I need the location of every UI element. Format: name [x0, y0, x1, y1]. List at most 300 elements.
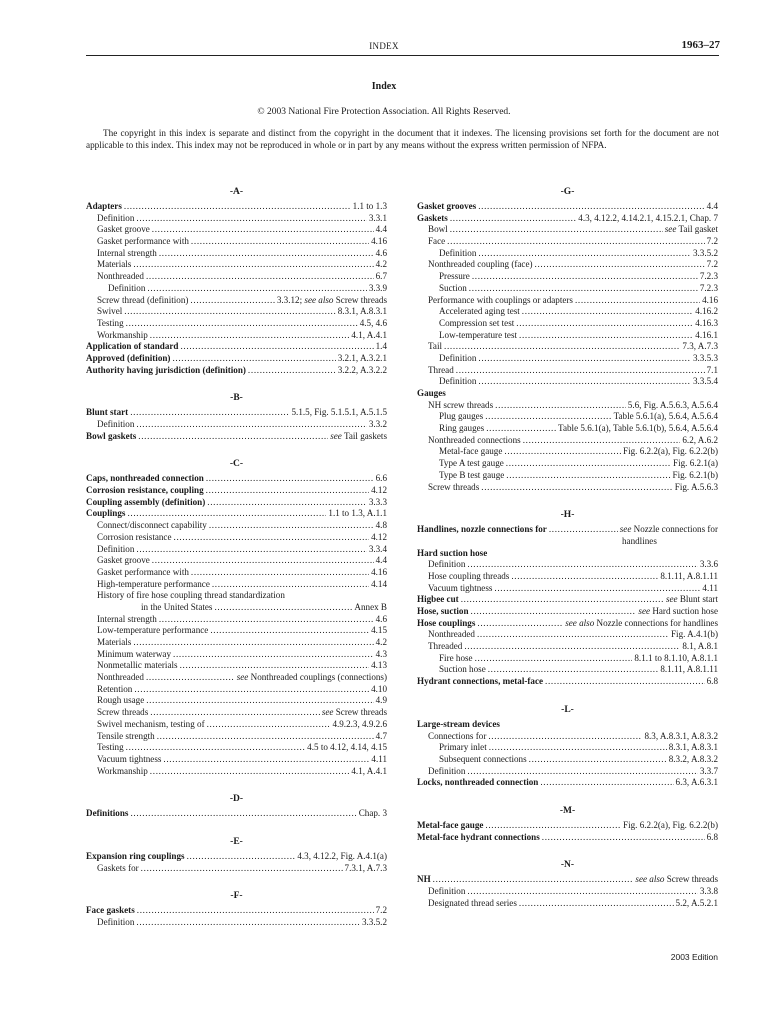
reference-text: 6.2, A.6.2 — [682, 434, 718, 445]
index-entry — [86, 532, 387, 544]
dot-leader — [187, 851, 296, 863]
dot-leader — [141, 863, 343, 875]
index-entry — [86, 283, 387, 295]
reference-text: 8.1, A.8.1 — [682, 641, 718, 652]
dot-leader — [461, 594, 664, 606]
page-reference — [693, 353, 718, 365]
dot-leader — [124, 306, 335, 318]
index-term: Bowl gaskets — [86, 430, 137, 441]
dot-leader — [549, 524, 618, 536]
reference-text: 8.3.1, A.8.3.1 — [337, 306, 387, 317]
index-entry — [86, 567, 387, 579]
index-entry — [417, 435, 718, 447]
index-term: Thread — [428, 364, 454, 375]
index-entry — [417, 458, 718, 470]
dot-leader — [519, 330, 693, 342]
index-term: Tail — [428, 341, 443, 352]
index-entry — [86, 625, 387, 637]
reference-text: 4.5 to 4.12, 4.14, 4.15 — [307, 742, 387, 753]
dot-leader — [136, 544, 366, 556]
index-term: Pressure — [439, 271, 470, 282]
page-reference — [693, 248, 718, 260]
reference-text: 8.1.11, A.8.1.11 — [660, 664, 718, 675]
page-reference — [676, 777, 718, 789]
index-term: Blunt start — [86, 407, 129, 418]
index-entry — [417, 224, 718, 236]
section-letter-heading: -G- — [560, 187, 575, 197]
reference-text: 7.3, A.7.3 — [682, 341, 718, 352]
dot-leader — [191, 236, 369, 248]
index-term: Metal-face gauge — [417, 819, 484, 830]
page-reference — [328, 508, 387, 520]
page-reference — [578, 213, 718, 225]
page-reference — [666, 594, 718, 606]
dot-leader — [489, 742, 667, 754]
dot-leader — [126, 318, 358, 330]
reference-text: 3.3.1 — [368, 212, 387, 223]
index-entry — [86, 497, 387, 509]
index-term: Handlines, nozzle connections for — [417, 524, 547, 535]
see-reference-label: see — [619, 524, 632, 535]
dot-leader — [180, 660, 370, 672]
reference-text: 4.2 — [375, 259, 387, 270]
page-reference — [623, 820, 718, 832]
index-entry — [417, 283, 718, 295]
page-reference — [338, 306, 387, 318]
see-reference-label: see — [236, 672, 249, 683]
index-term: Locks, nonthreaded connection — [417, 777, 539, 788]
dot-leader — [190, 295, 274, 307]
index-term: Face gaskets — [86, 905, 135, 916]
dot-leader — [467, 886, 697, 898]
reference-text: 5.6, Fig. A.5.6.3, A.5.6.4 — [627, 399, 718, 410]
index-term: Gasket groove — [97, 555, 150, 566]
page-reference — [638, 606, 718, 618]
index-entry — [86, 695, 387, 707]
index-entry — [86, 271, 387, 283]
index-term: Designated thread series — [428, 897, 517, 908]
page-reference — [354, 602, 387, 614]
reference-text: Table 5.6.1(a), 5.6.4, A.5.6.4 — [613, 411, 718, 422]
index-entry — [86, 365, 387, 377]
reference-text: Fig. 6.2.2(a), Fig. 6.2.2(b) — [623, 819, 718, 830]
dot-leader — [146, 271, 374, 283]
page-reference — [700, 766, 718, 778]
index-term: Suction — [439, 282, 467, 293]
reference-text: 7.2 — [375, 905, 387, 916]
index-term: Hard suction hose — [417, 547, 488, 558]
index-term: Ring gauges — [439, 423, 485, 434]
page-reference — [675, 482, 718, 494]
reference-text: 3.3.4 — [368, 543, 387, 554]
dot-leader — [159, 614, 374, 626]
page-reference — [376, 473, 387, 485]
index-entry — [86, 905, 387, 917]
index-entry — [417, 559, 718, 571]
section-letter-heading: -F- — [230, 891, 243, 902]
index-entry — [417, 571, 718, 583]
index-term: Threaded — [428, 641, 463, 652]
index-entry — [417, 306, 718, 318]
page-reference — [371, 567, 387, 579]
index-term: Materials — [97, 637, 132, 647]
reference-text: 5.1.5, Fig. 5.1.5.1, A.5.1.5 — [291, 407, 387, 418]
dot-leader — [248, 365, 336, 377]
index-term: Bowl — [428, 224, 448, 235]
dot-leader — [485, 820, 621, 832]
index-term: Large-stream devices — [417, 718, 500, 729]
reference-text: 4.16 — [702, 294, 718, 305]
page-reference — [623, 446, 718, 458]
index-term: Hose coupling threads — [428, 570, 510, 581]
dot-leader — [130, 808, 356, 820]
page-reference — [669, 742, 718, 754]
index-term: Fire hose — [439, 652, 473, 663]
page-reference — [307, 742, 387, 754]
page-reference — [669, 754, 718, 766]
reference-text: 8.1.11, A.8.1.11 — [660, 570, 718, 581]
index-entry — [417, 341, 718, 353]
index-term: Testing — [97, 317, 124, 328]
index-entry — [417, 524, 718, 536]
dot-leader — [433, 874, 634, 886]
index-term: Retention — [97, 683, 133, 694]
index-term: NH screw threads — [428, 399, 494, 410]
reference-text: 1.1 to 1.3, A.1.1 — [328, 508, 387, 519]
index-entry — [86, 201, 387, 213]
index-entry — [417, 653, 718, 665]
reference-text: 4.9.2.3, 4.9.2.6 — [332, 718, 387, 729]
page-reference — [702, 295, 718, 307]
reference-text: 4.3 — [375, 648, 387, 659]
index-entry — [86, 602, 387, 614]
index-entry — [86, 473, 387, 485]
index-entry — [86, 248, 387, 260]
dot-leader — [136, 917, 360, 929]
index-term: Swivel — [97, 306, 123, 317]
reference-text: 4.12 — [371, 485, 387, 496]
index-entry — [417, 271, 718, 283]
index-entry — [86, 259, 387, 271]
page-reference — [371, 485, 387, 497]
index-entry — [417, 606, 718, 618]
dot-leader — [488, 731, 642, 743]
see-reference-target: Screw threads — [335, 294, 387, 305]
reference-text: 8.3.1, A.8.3.1 — [668, 742, 718, 753]
reference-text: 4.2 — [375, 637, 387, 647]
see-reference-target: Tail gaskets — [343, 430, 387, 441]
reference-text: 3.3.3 — [368, 496, 387, 507]
index-entry — [417, 898, 718, 910]
reference-text: 6.6 — [375, 473, 387, 484]
index-entry — [417, 629, 718, 641]
index-term: Performance with couplings or adapters — [428, 294, 573, 305]
index-entry — [417, 213, 718, 225]
index-term: Gasket grooves — [417, 201, 477, 211]
page-reference — [371, 754, 387, 766]
dot-leader — [478, 353, 691, 365]
dot-leader — [133, 637, 373, 649]
index-entry — [417, 236, 718, 248]
page-reference — [700, 559, 718, 571]
page-reference — [702, 583, 718, 595]
index-term: Definition — [439, 247, 477, 258]
index-entry — [417, 664, 718, 676]
page-reference — [360, 318, 387, 330]
reference-text: 4.12 — [371, 531, 387, 542]
page-reference — [673, 470, 718, 482]
dot-leader — [545, 676, 705, 688]
reference-text: 4.16 — [371, 236, 387, 247]
page-reference — [635, 874, 718, 886]
index-term: Type A test gauge — [439, 458, 504, 469]
see-reference-label: see — [330, 430, 342, 441]
reference-text: Fig. 6.2.1(a) — [673, 458, 718, 469]
dot-leader — [209, 520, 374, 532]
dot-leader — [456, 365, 705, 377]
index-entry — [417, 388, 718, 400]
reference-text: 3.3.5.2 — [361, 917, 387, 927]
index-entry — [417, 365, 718, 377]
index-term: History of fire hose coupling thread standardization — [97, 590, 285, 601]
page-reference — [628, 400, 718, 412]
index-entry — [86, 485, 387, 497]
page-reference — [369, 419, 387, 431]
index-entry — [417, 201, 718, 213]
dot-leader — [464, 641, 680, 653]
page-reference — [700, 271, 718, 283]
index-term: Definition — [97, 543, 135, 554]
section-letter-heading: -C- — [229, 459, 244, 470]
page-reference — [371, 660, 387, 672]
index-term: Vacuum tightness — [428, 582, 493, 593]
dot-leader — [488, 664, 659, 676]
dot-leader — [214, 602, 352, 614]
reference-text: 4.4 — [375, 224, 387, 235]
reference-text: 4.8 — [375, 520, 387, 531]
index-term: Gaskets — [417, 212, 448, 223]
index-entry — [417, 318, 718, 330]
see-reference-target: Nozzle connections for — [633, 524, 718, 535]
index-term: Metal-face gauge — [439, 446, 503, 457]
see-reference-label: see — [321, 707, 334, 718]
index-term: Definition — [439, 376, 477, 387]
see-reference-label: see also — [565, 617, 595, 628]
dot-leader — [529, 754, 667, 766]
index-entry — [86, 863, 387, 875]
index-term: Compression set test — [439, 317, 515, 328]
page-reference — [353, 201, 387, 213]
page-reference — [371, 625, 387, 637]
index-term: Metal-face hydrant connections — [417, 831, 540, 842]
dot-leader — [486, 423, 556, 435]
index-entry — [86, 341, 387, 353]
index-entry — [417, 423, 718, 435]
page-reference — [376, 224, 387, 236]
dot-leader — [477, 618, 563, 630]
dot-leader — [210, 625, 369, 637]
index-entry — [86, 318, 387, 330]
dot-leader — [494, 583, 700, 595]
index-entry — [86, 637, 387, 649]
index-term: Workmanship — [97, 765, 148, 776]
index-term: Materials — [97, 259, 132, 270]
page-reference — [620, 524, 718, 536]
section-letter-heading: -N- — [560, 860, 575, 871]
page-reference — [660, 664, 718, 676]
page-reference — [693, 376, 718, 388]
reference-text: 1.1 to 1.3 — [352, 201, 387, 211]
page-reference — [237, 672, 387, 684]
index-term: Nonthreaded — [97, 271, 144, 282]
reference-text: 3.3.2 — [368, 419, 387, 429]
index-entry — [86, 731, 387, 743]
dot-leader — [535, 259, 705, 271]
reference-text: 8.1.1 to 8.1.10, A.8.1.1 — [634, 652, 718, 663]
index-term: Adapters — [86, 201, 122, 211]
page-reference — [665, 224, 718, 236]
page-reference — [707, 236, 718, 248]
index-term: Accelerated aging test — [439, 306, 520, 317]
reference-text: 4.5, 4.6 — [359, 317, 387, 328]
page-reference — [707, 365, 718, 377]
index-term: Swivel mechanism, testing of — [97, 718, 205, 729]
reference-text: Table 5.6.1(a), Table 5.6.1(b), 5.6.4, A.5.6.4 — [558, 423, 718, 434]
page-reference — [660, 571, 718, 583]
dot-leader — [159, 248, 374, 260]
index-entry-continuation: handlines — [622, 535, 657, 546]
index-term: in the United States — [141, 601, 213, 612]
dot-leader — [136, 213, 366, 225]
dot-leader — [130, 407, 289, 419]
dot-leader — [150, 330, 350, 342]
index-entry — [417, 482, 718, 494]
index-term: Connections for — [428, 730, 487, 741]
reference-text: 7.2.3 — [699, 282, 718, 293]
index-entry — [86, 851, 387, 863]
index-term: Coupling assembly (definition) — [86, 496, 206, 507]
reference-text: 6.3, A.6.3.1 — [675, 777, 718, 788]
index-term: Definition — [428, 559, 466, 570]
index-entry — [86, 508, 387, 520]
page-reference — [376, 248, 387, 260]
reference-text: Fig. 6.2.2(a), Fig. 6.2.2(b) — [623, 446, 718, 457]
index-entry — [86, 917, 387, 929]
index-entry — [86, 614, 387, 626]
index-term: Plug gauges — [439, 411, 484, 422]
index-term: Definition — [428, 886, 466, 896]
dot-leader — [477, 629, 669, 641]
page-title: Index — [371, 81, 397, 92]
page-reference — [369, 283, 387, 295]
dot-leader — [207, 497, 367, 509]
dot-leader — [138, 431, 328, 443]
index-column-left — [86, 186, 387, 929]
dot-leader — [506, 458, 671, 470]
see-reference-label: see — [665, 594, 678, 605]
index-term: Gasket groove — [97, 224, 150, 235]
page-reference — [376, 259, 387, 271]
page-reference — [376, 520, 387, 532]
dot-leader — [511, 571, 658, 583]
dot-leader — [467, 559, 697, 571]
dot-leader — [472, 271, 698, 283]
copyright-line: © 2003 National Fire Protection Association. All Rights Reserved. — [257, 107, 511, 117]
index-entry — [86, 579, 387, 591]
index-term: Vacuum tightness — [97, 753, 162, 764]
dot-leader — [152, 224, 374, 236]
index-entry — [86, 295, 387, 307]
dot-leader — [444, 341, 680, 353]
index-term: Nonthreaded — [428, 629, 475, 640]
index-term: Authority having jurisdiction (definition) — [86, 364, 246, 375]
index-term: Application of standard — [86, 341, 179, 352]
see-reference-label: see — [664, 224, 677, 235]
page-reference — [362, 917, 387, 929]
index-entry — [417, 548, 718, 560]
copyright-notice: The copyright in this index is separate and distinct from the copyright in the document that it indexes. The licensing provisions set forth for the document are not applicable to this index. This index may not be reproduced in whole or in part by any means without the express written permission of NFPA. — [86, 128, 719, 150]
index-term: Definition — [439, 352, 477, 363]
see-reference-label: see also — [304, 294, 334, 305]
reference-text: 7.2 — [706, 236, 718, 247]
section-letter-heading: -E- — [230, 836, 243, 847]
dot-leader — [469, 283, 698, 295]
page-reference — [565, 618, 718, 630]
page-reference — [371, 236, 387, 248]
index-term: Nonmetallic materials — [97, 660, 178, 671]
index-term: Nonthreaded coupling (face) — [428, 259, 533, 270]
page-reference — [297, 851, 387, 863]
page-reference — [707, 832, 718, 844]
reference-text: 3.3.8 — [699, 886, 718, 896]
index-entry — [86, 684, 387, 696]
dot-leader — [126, 742, 306, 754]
reference-text: 8.3.2, A.8.3.2 — [668, 753, 718, 764]
page-reference — [676, 898, 718, 910]
reference-text: 4.4 — [706, 201, 718, 211]
index-entry — [417, 832, 718, 844]
page-reference — [292, 407, 388, 419]
index-term: NH — [417, 874, 431, 885]
section-letter-heading: -B- — [230, 393, 243, 404]
index-entry — [417, 618, 718, 630]
dot-leader — [150, 707, 320, 719]
page-reference — [707, 201, 718, 213]
reference-text: 7.2 — [706, 259, 718, 270]
edition-footer: 2003 Edition — [670, 952, 718, 962]
reference-text: 1.4 — [375, 341, 387, 352]
reference-text: 3.3.7 — [699, 765, 718, 776]
index-term: Definition — [108, 282, 146, 293]
index-term: Suction hose — [439, 664, 486, 675]
reference-text: Fig. A.5.6.3 — [674, 481, 718, 492]
see-reference-target: Nonthreaded couplings (connections) — [250, 672, 387, 683]
see-reference-target: Hard suction hose — [652, 606, 718, 616]
index-term: Gauges — [417, 388, 446, 398]
index-entry — [86, 224, 387, 236]
page-reference — [682, 435, 718, 447]
index-entry — [417, 411, 718, 423]
reference-text: Annex B — [354, 601, 387, 612]
reference-text: 5.2, A.5.2.1 — [675, 897, 718, 908]
dot-leader — [495, 400, 626, 412]
index-entry — [417, 641, 718, 653]
dot-leader — [450, 213, 576, 225]
reference-text: 4.16.2 — [695, 306, 718, 317]
header-rule — [86, 55, 719, 56]
reference-text: 3.3.9 — [368, 282, 387, 293]
index-term: Hydrant connections, metal-face — [417, 676, 544, 687]
